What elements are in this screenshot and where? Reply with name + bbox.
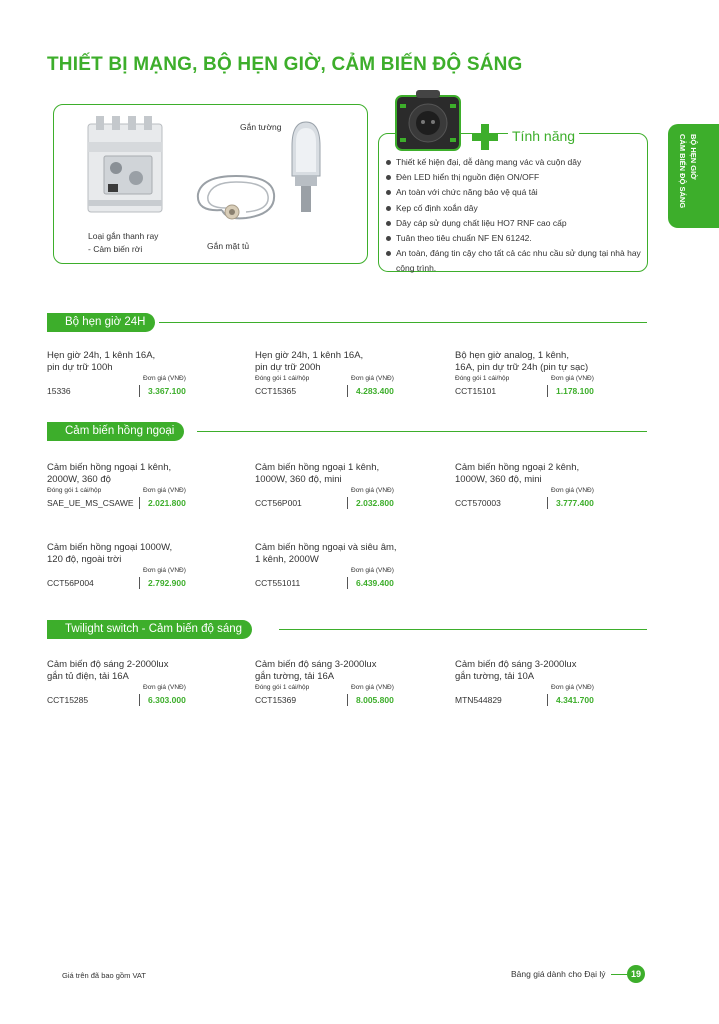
price-separator (347, 694, 348, 706)
product-name: Hẹn giờ 24h, 1 kênh 16A, (47, 350, 156, 361)
product-item (255, 350, 445, 398)
price-separator (139, 497, 140, 509)
product-name: Cảm biến độ sáng 2-2000lux (47, 659, 169, 670)
section-divider (197, 431, 647, 432)
side-tab-line-1: BỘ HẸN GIỜ (689, 134, 698, 180)
price-separator (139, 694, 140, 706)
product-name: 1000W, 360 độ, mini (255, 473, 342, 485)
feature-item: Kẹp cố định xoắn dây (386, 201, 644, 216)
product-price: 8.005.800 (356, 695, 394, 705)
product-price: 6.303.000 (148, 695, 186, 705)
product-item (255, 462, 445, 510)
product-name: Cảm biến độ sáng 3-2000lux (455, 659, 577, 670)
product-name: 1000W, 360 độ, mini (455, 473, 542, 485)
product-item (47, 350, 237, 398)
features-list (386, 155, 644, 277)
product-price: 4.341.700 (556, 695, 594, 705)
footer-vat-note: Giá trên đã bao gồm VAT (62, 971, 146, 980)
product-item (255, 659, 445, 707)
price-separator (347, 385, 348, 397)
product-name: 16A, pin dự trữ 24h (pin tự sạc) (455, 361, 589, 373)
feature-item: Dây cáp sử dụng chất liệu HO7 RNF cao cấp (386, 216, 644, 231)
product-code: SAE_UE_MS_CSAWE (47, 498, 134, 508)
product-item (455, 350, 645, 398)
packaging-label: Đóng gói 1 cái/hộp (47, 487, 102, 494)
section-divider (159, 322, 647, 323)
product-name: Bộ hẹn giờ analog, 1 kênh, (455, 350, 569, 361)
product-item (47, 659, 237, 707)
section-header-infrared (47, 422, 647, 441)
product-name: 120 độ, ngoài trời (47, 553, 122, 565)
section-title: Bộ hẹn giờ 24H (47, 313, 155, 332)
product-code: CCT551011 (255, 578, 301, 588)
price-label: Đơn giá (VNĐ) (351, 375, 394, 382)
page-title: THIẾT BỊ MẠNG, BỘ HẸN GIỜ, CẢM BIẾN ĐỘ SÁNG (47, 54, 523, 75)
page-number: 19 (627, 965, 645, 983)
product-price: 3.777.400 (556, 498, 594, 508)
feature-item: Tuân theo tiêu chuẩn NF EN 61242. (386, 231, 644, 246)
price-label: Đơn giá (VNĐ) (351, 567, 394, 574)
product-name: pin dự trữ 200h (255, 361, 321, 373)
footer-dealer-note: Bảng giá dành cho Đại lý (511, 969, 606, 979)
price-separator (347, 497, 348, 509)
product-price: 3.367.100 (148, 386, 186, 396)
caption-cabinet: Gắn mặt tủ (207, 241, 250, 251)
price-label: Đơn giá (VNĐ) (143, 567, 186, 574)
product-code: CCT15365 (255, 386, 297, 396)
side-tab-label (677, 134, 699, 208)
din-rail-timer-image (86, 116, 168, 216)
section-title: Twilight switch - Cảm biến độ sáng (47, 620, 252, 639)
section-header-timer (47, 313, 647, 332)
caption-wall: Gắn tường (240, 122, 282, 132)
product-price: 2.792.900 (148, 578, 186, 588)
packaging-label: Đóng gói 1 cái/hộp (255, 684, 310, 691)
price-separator (547, 694, 548, 706)
price-separator (139, 385, 140, 397)
caption-rail-1: Loại gắn thanh ray (88, 231, 159, 241)
product-item (47, 462, 237, 510)
price-label: Đơn giá (VNĐ) (351, 684, 394, 691)
product-code: MTN544829 (455, 695, 502, 705)
product-code: CCT56P004 (47, 578, 94, 588)
feature-item: Đèn LED hiển thị nguồn điện ON/OFF (386, 170, 644, 185)
feature-item: An toàn, đáng tin cậy cho tất cả các nhu cầu sử dụng tại nhà hay công trình. (386, 246, 644, 276)
plus-icon (472, 124, 498, 150)
price-label: Đơn giá (VNĐ) (551, 375, 594, 382)
product-name: Cảm biến hồng ngoại 1 kênh, (255, 462, 380, 473)
price-separator (347, 577, 348, 589)
section-title: Cảm biến hồng ngoại (47, 422, 184, 441)
price-label: Đơn giá (VNĐ) (551, 487, 594, 494)
side-tab-line-2: CẢM BIẾN ĐỘ SÁNG (678, 134, 687, 209)
caption-rail-2: - Cảm biến rời (88, 244, 143, 254)
product-code: CCT15285 (47, 695, 89, 705)
section-header-twilight (47, 620, 647, 639)
price-label: Đơn giá (VNĐ) (551, 684, 594, 691)
wall-sensor-image (286, 118, 326, 214)
product-code: CCT570003 (455, 498, 501, 508)
product-name: Cảm biến hồng ngoại 1000W, (47, 542, 173, 553)
product-name: gắn tủ điện, tải 16A (47, 670, 129, 682)
product-item (47, 542, 237, 590)
side-tab (668, 124, 719, 228)
product-name: Hẹn giờ 24h, 1 kênh 16A, (255, 350, 364, 361)
packaging-label: Đóng gói 1 cái/hộp (455, 375, 510, 382)
product-name: gắn tường, tải 16A (255, 670, 335, 682)
product-name: Cảm biến độ sáng 3-2000lux (255, 659, 377, 670)
price-label: Đơn giá (VNĐ) (143, 375, 186, 382)
product-name: 2000W, 360 độ (47, 473, 111, 485)
product-item (455, 462, 645, 510)
footer-divider (611, 974, 627, 975)
product-name: Cảm biến hồng ngoại và siêu âm, (255, 542, 397, 553)
product-code: CCT15101 (455, 386, 497, 396)
product-name: gắn tường, tải 10A (455, 670, 535, 682)
price-separator (139, 577, 140, 589)
product-code: CCT56P001 (255, 498, 302, 508)
cabinet-sensor-image (192, 168, 280, 234)
cable-reel-image (392, 90, 464, 154)
product-code: CCT15369 (255, 695, 297, 705)
section-divider (279, 629, 647, 630)
product-price: 6.439.400 (356, 578, 394, 588)
packaging-label: Đóng gói 1 cái/hộp (255, 375, 310, 382)
product-code: 15336 (47, 386, 71, 396)
product-price: 2.032.800 (356, 498, 394, 508)
price-label: Đơn giá (VNĐ) (143, 487, 186, 494)
product-price: 1.178.100 (556, 386, 594, 396)
price-separator (547, 497, 548, 509)
features-title: Tính năng (508, 128, 579, 144)
product-name: 1 kênh, 2000W (255, 553, 319, 565)
feature-item: An toàn với chức năng bảo vệ quá tải (386, 185, 644, 200)
price-separator (547, 385, 548, 397)
product-name: Cảm biến hồng ngoại 2 kênh, (455, 462, 580, 473)
product-price: 2.021.800 (148, 498, 186, 508)
feature-item: Thiết kế hiện đại, dễ dàng mang vác và cuộn dây (386, 155, 644, 170)
price-label: Đơn giá (VNĐ) (143, 684, 186, 691)
product-item (455, 659, 645, 707)
product-name: pin dự trữ 100h (47, 361, 113, 373)
product-item (255, 542, 445, 590)
price-label: Đơn giá (VNĐ) (351, 487, 394, 494)
product-price: 4.283.400 (356, 386, 394, 396)
product-name: Cảm biến hồng ngoại 1 kênh, (47, 462, 172, 473)
